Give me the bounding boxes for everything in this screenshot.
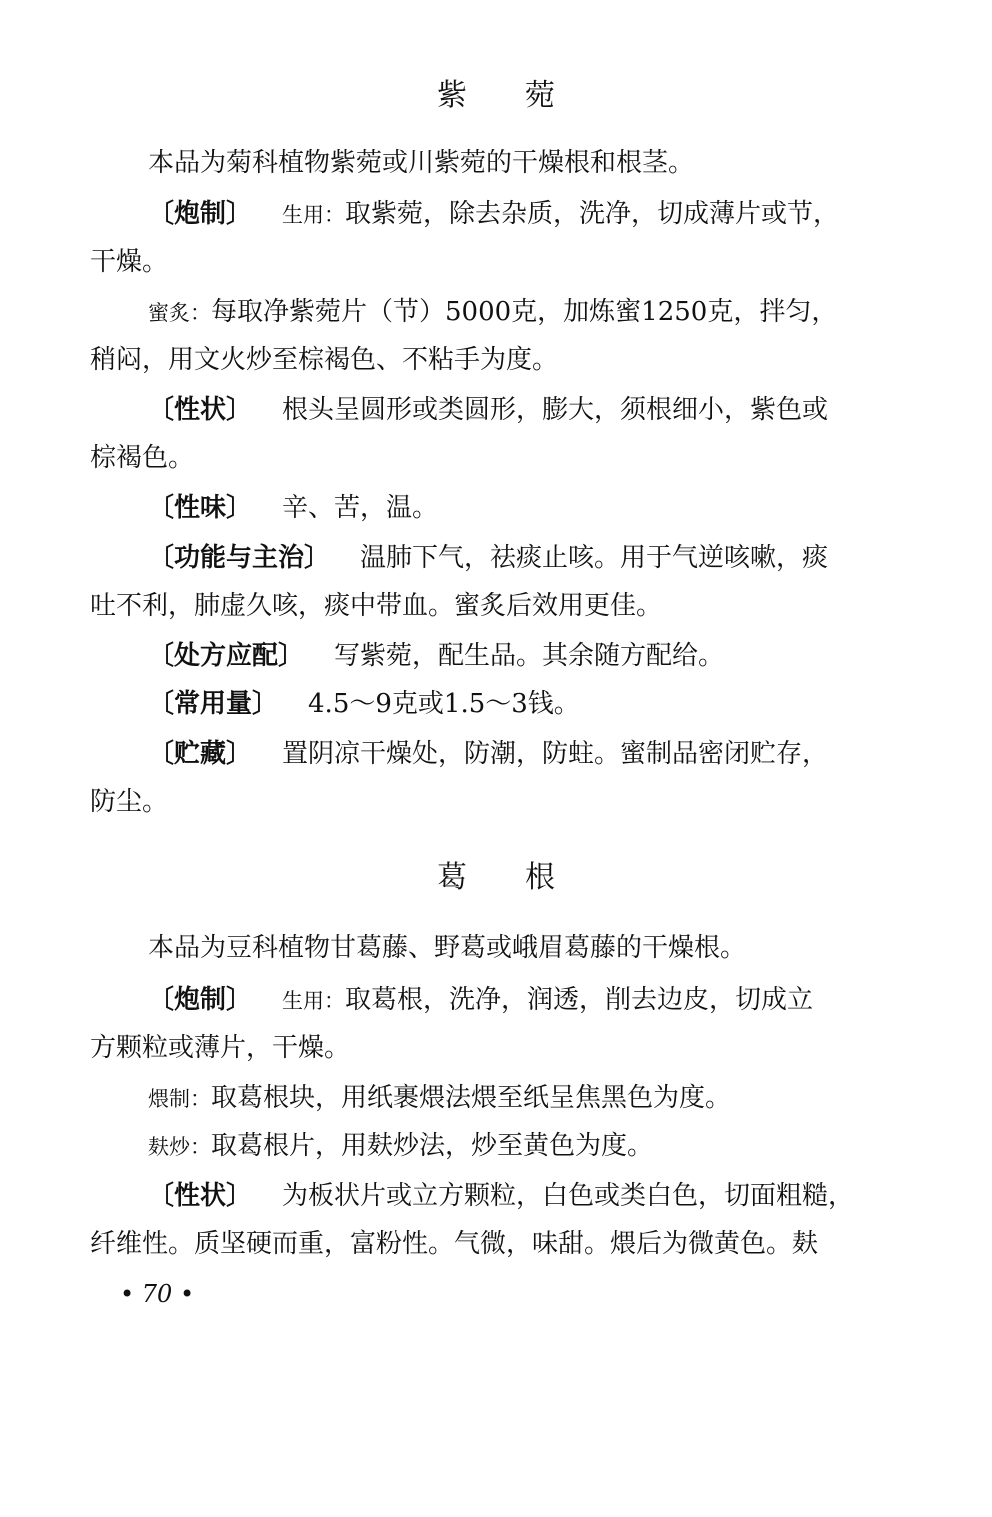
xingzhuang-line-2: 棕褐色。: [90, 443, 195, 473]
gegen-paozhi-line-4: [148, 1128, 653, 1165]
gegen-paozhi-line-3: [148, 1080, 731, 1117]
paozhi-line-3: [148, 294, 837, 331]
section-title-gegen: 葛根: [437, 860, 613, 895]
gegen-xingzhuang-line-2: 纤维性。质坚硬而重，富粉性。气微，味甜。煨后为微黄色。麸: [90, 1229, 819, 1259]
paozhi-line-4: 稍闷，用文火炒至棕褐色、不粘手为度。: [90, 345, 559, 375]
xingzhuang-line-1: [148, 392, 828, 428]
method-label: 生用：: [282, 203, 346, 227]
chufang-tag: 〔处方应配〕: [148, 641, 305, 671]
gongneng-line-1: [148, 540, 828, 576]
method-label: 生用：: [282, 989, 346, 1013]
method-label: 蜜炙：: [148, 301, 211, 325]
gegen-xingzhuang-line-1: [148, 1178, 854, 1214]
xingwei-text: 辛、苦，温。: [282, 493, 439, 523]
paozhi-text: 每取净紫菀片（节）5000克，加炼蜜1250克，拌匀，: [211, 297, 838, 327]
paozhi-text: 取葛根，洗净，润透，削去边皮，切成立: [345, 985, 814, 1015]
yongliang-text: 4.5～9克或1.5～3钱。: [308, 689, 580, 719]
paozhi-text: 取紫菀，除去杂质，洗净，切成薄片或节，: [345, 199, 840, 229]
method-label: 麸炒：: [148, 1135, 211, 1159]
paozhi-line-1: [148, 196, 839, 233]
paozhi-text: 取葛根块，用纸裹煨法煨至纸呈焦黑色为度。: [211, 1083, 732, 1113]
xingzhuang-tag: 〔性状〕: [148, 1181, 253, 1211]
gongneng-line-2: 吐不利，肺虚久咳，痰中带血。蜜炙后效用更佳。: [90, 591, 663, 621]
zhucang-line-1: [148, 736, 828, 772]
gegen-paozhi-line-1: [148, 982, 813, 1019]
gongneng-text: 温肺下气，祛痰止咳。用于气逆咳嗽，痰: [360, 543, 829, 573]
chufang-line: [148, 638, 724, 674]
xingzhuang-text: 为板状片或立方颗粒，白色或类白色，切面粗糙，: [282, 1181, 855, 1211]
gongneng-tag: 〔功能与主治〕: [148, 543, 331, 573]
zhucang-line-2: 防尘。: [90, 787, 169, 817]
chufang-text: 写紫菀，配生品。其余随方配给。: [334, 641, 725, 671]
intro-gegen: 本品为豆科植物甘葛藤、野葛或峨眉葛藤的干燥根。: [148, 933, 747, 963]
paozhi-tag: 〔炮制〕: [148, 985, 253, 1015]
xingzhuang-tag: 〔性状〕: [148, 395, 253, 425]
paozhi-text: 取葛根片，用麸炒法，炒至黄色为度。: [211, 1131, 654, 1161]
zhucang-tag: 〔贮藏〕: [148, 739, 253, 769]
paozhi-line-2: 干燥。: [90, 247, 169, 277]
xingwei-line: [148, 490, 438, 526]
intro-ziwan: 本品为菊科植物紫菀或川紫菀的干燥根和根茎。: [148, 148, 695, 178]
method-label: 煨制：: [148, 1087, 211, 1111]
paozhi-tag: 〔炮制〕: [148, 199, 253, 229]
section-title-ziwan: 紫菀: [437, 78, 613, 113]
xingzhuang-text: 根头呈圆形或类圆形，膨大，须根细小，紫色或: [282, 395, 829, 425]
yongliang-tag: 〔常用量〕: [148, 689, 279, 719]
gegen-paozhi-line-2: 方颗粒或薄片，干燥。: [90, 1033, 351, 1063]
page-number: • 70 •: [120, 1280, 195, 1308]
yongliang-line: [148, 686, 580, 722]
zhucang-text: 置阴凉干燥处，防潮，防蛀。蜜制品密闭贮存，: [282, 739, 829, 769]
xingwei-tag: 〔性味〕: [148, 493, 253, 523]
